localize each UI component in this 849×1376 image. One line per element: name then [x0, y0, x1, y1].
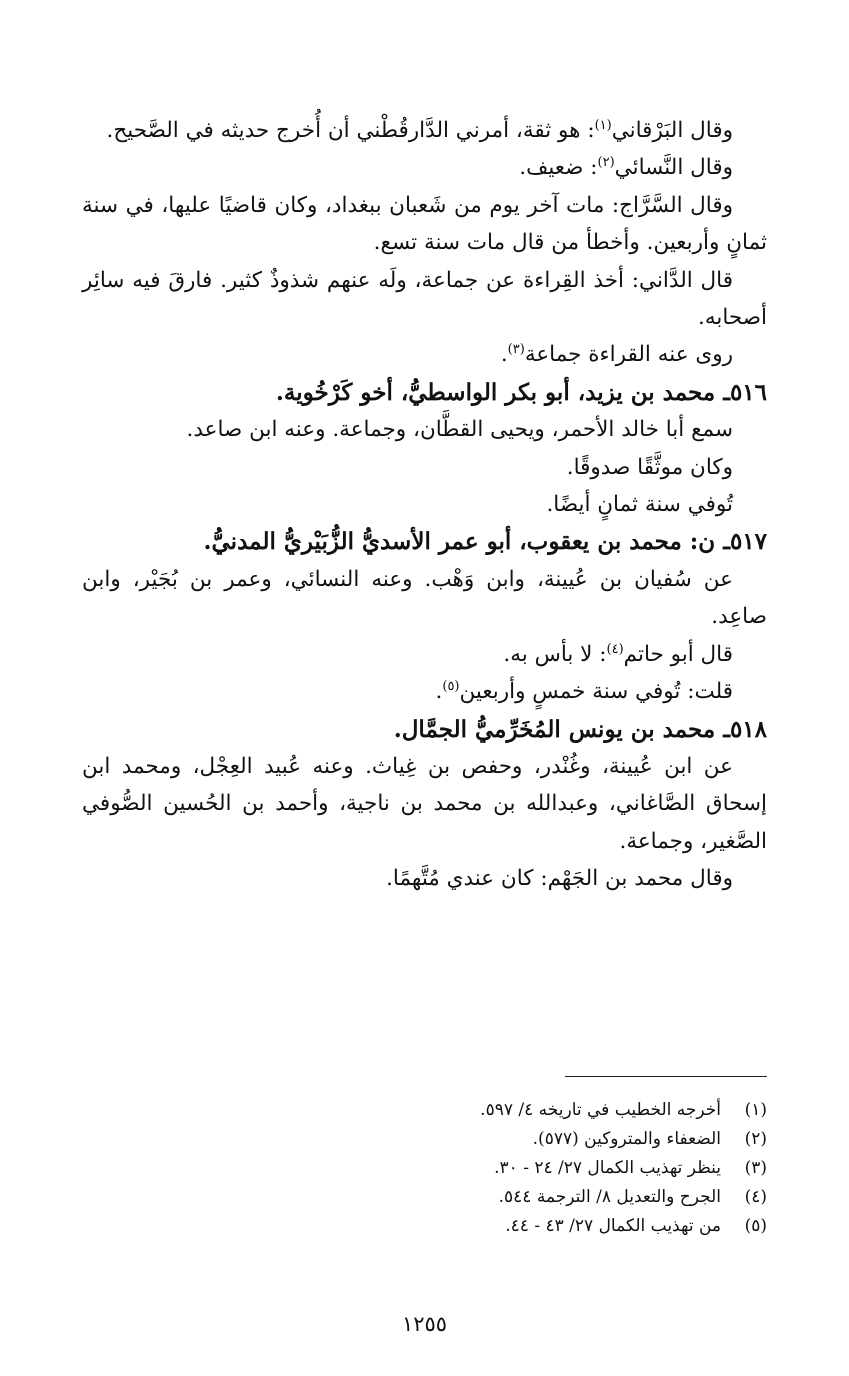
paragraph — [82, 486, 767, 523]
paragraph — [82, 411, 767, 448]
paragraph-text-cont: : هو ثقة، أمرني الدَّارقُطْني أن أُخرج حديثه في الصَّحيح. — [106, 118, 595, 143]
paragraph — [82, 112, 767, 149]
footnote-ref: (١) — [594, 117, 612, 133]
footnote-number: (١) — [744, 1100, 767, 1120]
footnote-separator — [565, 1076, 767, 1077]
entry-heading — [82, 523, 767, 560]
paragraph-text-cont: : لا بأس به. — [503, 641, 607, 667]
paragraph-text: وقال السَّرَّاج: مات آخر يوم من شَعبان ببغداد، وكان قاضيًا عليها، في سنة ثمانٍ وأربعين. وأخطأ من قال مات سنة تسع. — [82, 192, 767, 256]
paragraph — [82, 561, 767, 636]
paragraph-text: تُوفي سنة ثمانٍ أيضًا. — [546, 492, 733, 518]
footnote — [82, 1096, 767, 1125]
entry-heading — [82, 374, 767, 411]
page-number: ١٢٥٥ — [401, 1312, 448, 1336]
paragraph-text: وقال البَرْقاني — [611, 118, 733, 143]
footnote-text: الجرح والتعديل ٨/ الترجمة ٥٤٤. — [498, 1187, 721, 1207]
paragraph-text-cont: : ضعيف. — [519, 155, 598, 181]
footnote — [82, 1212, 767, 1241]
paragraph — [82, 262, 767, 337]
paragraph — [82, 860, 767, 897]
paragraph — [82, 673, 767, 710]
footnotes — [82, 1096, 767, 1241]
footnote — [82, 1125, 767, 1154]
footnote-ref: (٥) — [442, 678, 460, 694]
footnote-text: من تهذيب الكمال ٢٧/ ٤٣ - ٤٤. — [505, 1216, 721, 1236]
paragraph — [82, 336, 767, 373]
footnote-number: (٣) — [744, 1158, 767, 1178]
footnote-ref: (٢) — [597, 155, 615, 171]
footnote-number: (٥) — [744, 1216, 767, 1236]
paragraph-text: قال الدَّاني: أخذ القِراءة عن جماعة، ولَه عنهم شذوذٌ كثير. فارقَ فيه سائِر أصحابه. — [82, 267, 767, 331]
paragraph-text: سمع أبا خالد الأحمر، ويحيى القطَّان، وجماعة. وعنه ابن صاعد. — [186, 417, 733, 443]
footnote-text: ينظر تهذيب الكمال ٢٧/ ٢٤ - ٣٠. — [494, 1158, 721, 1178]
paragraph-text-cont: . — [500, 342, 508, 368]
paragraph-text: وقال النَّسائي — [614, 155, 733, 181]
paragraph-text: وقال محمد بن الجَهْم: كان عندي مُتَّهمًا. — [386, 866, 733, 892]
footnote — [82, 1154, 767, 1183]
paragraph-text: ٥١٦ـ محمد بن يزيد، أبو بكر الواسطيُّ، أخو كَرْخُوية. — [275, 378, 767, 406]
paragraph-text: عن سُفيان بن عُيينة، وابن وَهْب. وعنه النسائي، وعمر بن بُجَيْر، وابن صاعِد. — [82, 566, 767, 630]
footnote-number: (٢) — [744, 1129, 767, 1149]
paragraph-text: قال أبو حاتم — [623, 641, 733, 667]
footnote — [82, 1183, 767, 1212]
paragraph-text: عن ابن عُيينة، وغُنْدر، وحفص بن غِياث. وعنه عُبيد العِجْل، ومحمد ابن إسحاق الصَّاغاني، وعبدالله بن محمد بن ناجية، وأحمد بن الحُسين الصُّوفي الصَّغير، وجماعة. — [82, 753, 767, 854]
footnote-number: (٤) — [744, 1187, 767, 1207]
paragraph — [82, 187, 767, 262]
paragraph — [82, 449, 767, 486]
paragraph — [82, 149, 767, 186]
paragraph-text: روى عنه القراءة جماعة — [524, 342, 733, 368]
entry-heading — [82, 711, 767, 748]
paragraph — [82, 748, 767, 860]
paragraph — [82, 636, 767, 673]
footnote-text: الضعفاء والمتروكين (٥٧٧). — [532, 1129, 721, 1149]
main-text — [82, 112, 767, 898]
paragraph-text: قلت: تُوفي سنة خمسٍ وأربعين — [459, 679, 733, 705]
footnote-ref: (٣) — [507, 342, 525, 358]
footnote-ref: (٤) — [606, 641, 624, 657]
paragraph-text: ٥١٧ـ ن: محمد بن يعقوب، أبو عمر الأسديُّ الزُّبَيْريُّ المدنيُّ. — [203, 528, 767, 556]
paragraph-text: ٥١٨ـ محمد بن يونس المُخَرِّميُّ الجمَّال. — [393, 715, 767, 743]
paragraph-text: وكان موثَّقًا صدوقًا. — [566, 454, 733, 480]
paragraph-text-cont: . — [435, 679, 443, 705]
footnote-text: أخرجه الخطيب في تاريخه ٤/ ٥٩٧. — [480, 1100, 721, 1120]
